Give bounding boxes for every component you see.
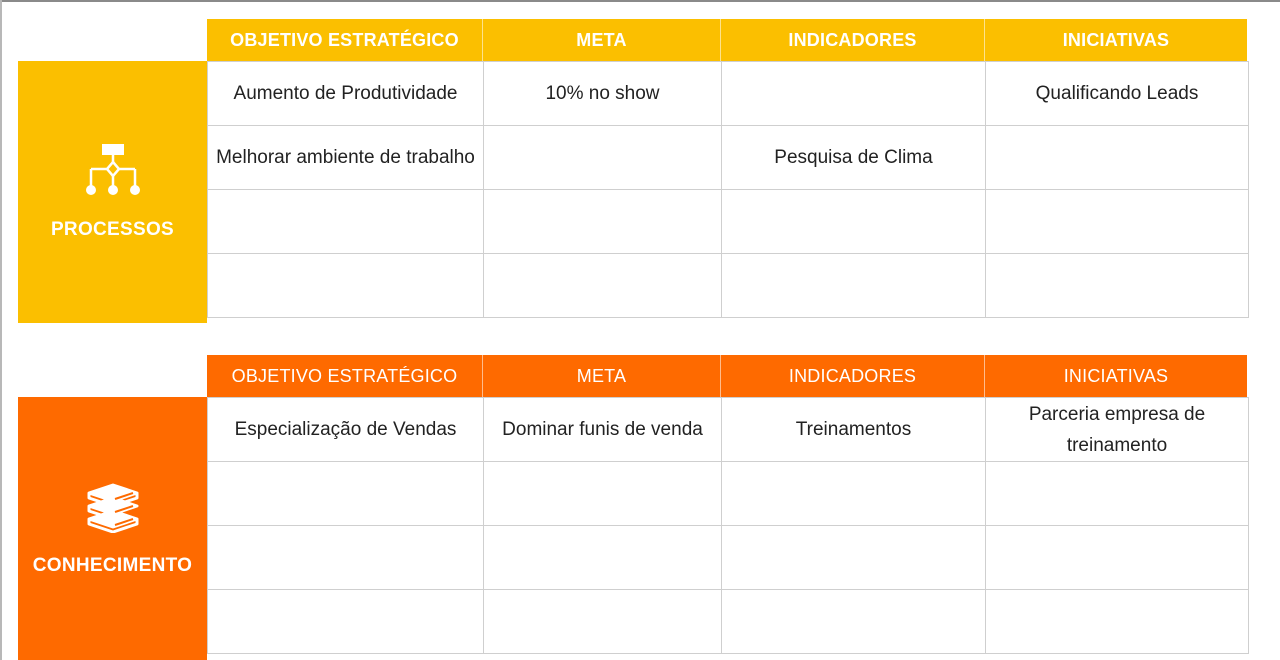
header-indicadores: INDICADORES xyxy=(721,19,985,61)
table-cell[interactable] xyxy=(986,590,1249,654)
section-conhecimento xyxy=(0,355,1280,660)
table-cell[interactable] xyxy=(484,190,722,254)
hierarchy-icon xyxy=(83,143,143,197)
table-cell[interactable] xyxy=(484,590,722,654)
table-cell[interactable] xyxy=(986,254,1249,318)
table-cell[interactable] xyxy=(722,62,986,126)
table-row xyxy=(208,462,1249,526)
table-cell[interactable]: Pesquisa de Clima xyxy=(722,126,986,190)
table-row xyxy=(208,590,1249,654)
table-cell[interactable]: Dominar funis de venda xyxy=(484,398,722,462)
side-panel-processos xyxy=(18,61,207,323)
table-cell[interactable] xyxy=(208,590,484,654)
table-row xyxy=(208,190,1249,254)
header-meta: META xyxy=(483,19,721,61)
table-cell[interactable] xyxy=(722,590,986,654)
table-cell[interactable]: Parceria empresa de treinamento xyxy=(986,398,1249,462)
header-objetivo: OBJETIVO ESTRATÉGICO xyxy=(207,355,483,397)
header-meta: META xyxy=(483,355,721,397)
header-row xyxy=(207,355,1247,397)
header-iniciativas: INICIATIVAS xyxy=(1062,29,1170,50)
window-top-border xyxy=(0,0,1280,2)
table-cell[interactable] xyxy=(722,462,986,526)
processos-table xyxy=(207,61,1249,318)
table-cell[interactable] xyxy=(208,190,484,254)
section-label: PROCESSOS xyxy=(50,219,175,240)
table-cell[interactable] xyxy=(484,526,722,590)
table-cell[interactable] xyxy=(208,526,484,590)
side-panel-conhecimento xyxy=(18,397,207,660)
table-cell[interactable] xyxy=(484,254,722,318)
table-cell[interactable] xyxy=(208,254,484,318)
header-row xyxy=(207,19,1247,61)
conhecimento-table xyxy=(207,397,1249,654)
table-cell[interactable] xyxy=(722,190,986,254)
table-row xyxy=(208,62,1249,126)
table-cell[interactable]: Melhorar ambiente de trabalho xyxy=(208,126,484,190)
table-cell[interactable] xyxy=(986,126,1249,190)
table-cell[interactable] xyxy=(484,126,722,190)
table-cell[interactable] xyxy=(986,462,1249,526)
table-row xyxy=(208,254,1249,318)
header-objetivo: OBJETIVO ESTRATÉGICO xyxy=(207,19,483,61)
table-cell[interactable]: Especialização de Vendas xyxy=(208,398,484,462)
header-indicadores: INDICADORES xyxy=(721,355,985,397)
table-cell[interactable] xyxy=(722,526,986,590)
section-label: CONHECIMENTO xyxy=(32,554,193,576)
table-row xyxy=(208,398,1249,462)
table-row xyxy=(208,126,1249,190)
table-cell[interactable] xyxy=(484,462,722,526)
table-cell[interactable]: Treinamentos xyxy=(722,398,986,462)
table-cell[interactable] xyxy=(986,526,1249,590)
table-cell[interactable]: Qualificando Leads xyxy=(986,62,1249,126)
header-iniciativas: INICIATIVAS xyxy=(1063,365,1169,386)
table-cell[interactable] xyxy=(986,190,1249,254)
table-cell[interactable] xyxy=(722,254,986,318)
table-cell[interactable]: Aumento de Produtividade xyxy=(208,62,484,126)
table-cell[interactable] xyxy=(208,462,484,526)
books-stack-icon xyxy=(85,481,141,533)
table-cell[interactable]: 10% no show xyxy=(484,62,722,126)
table-row xyxy=(208,526,1249,590)
section-processos xyxy=(0,19,1280,325)
